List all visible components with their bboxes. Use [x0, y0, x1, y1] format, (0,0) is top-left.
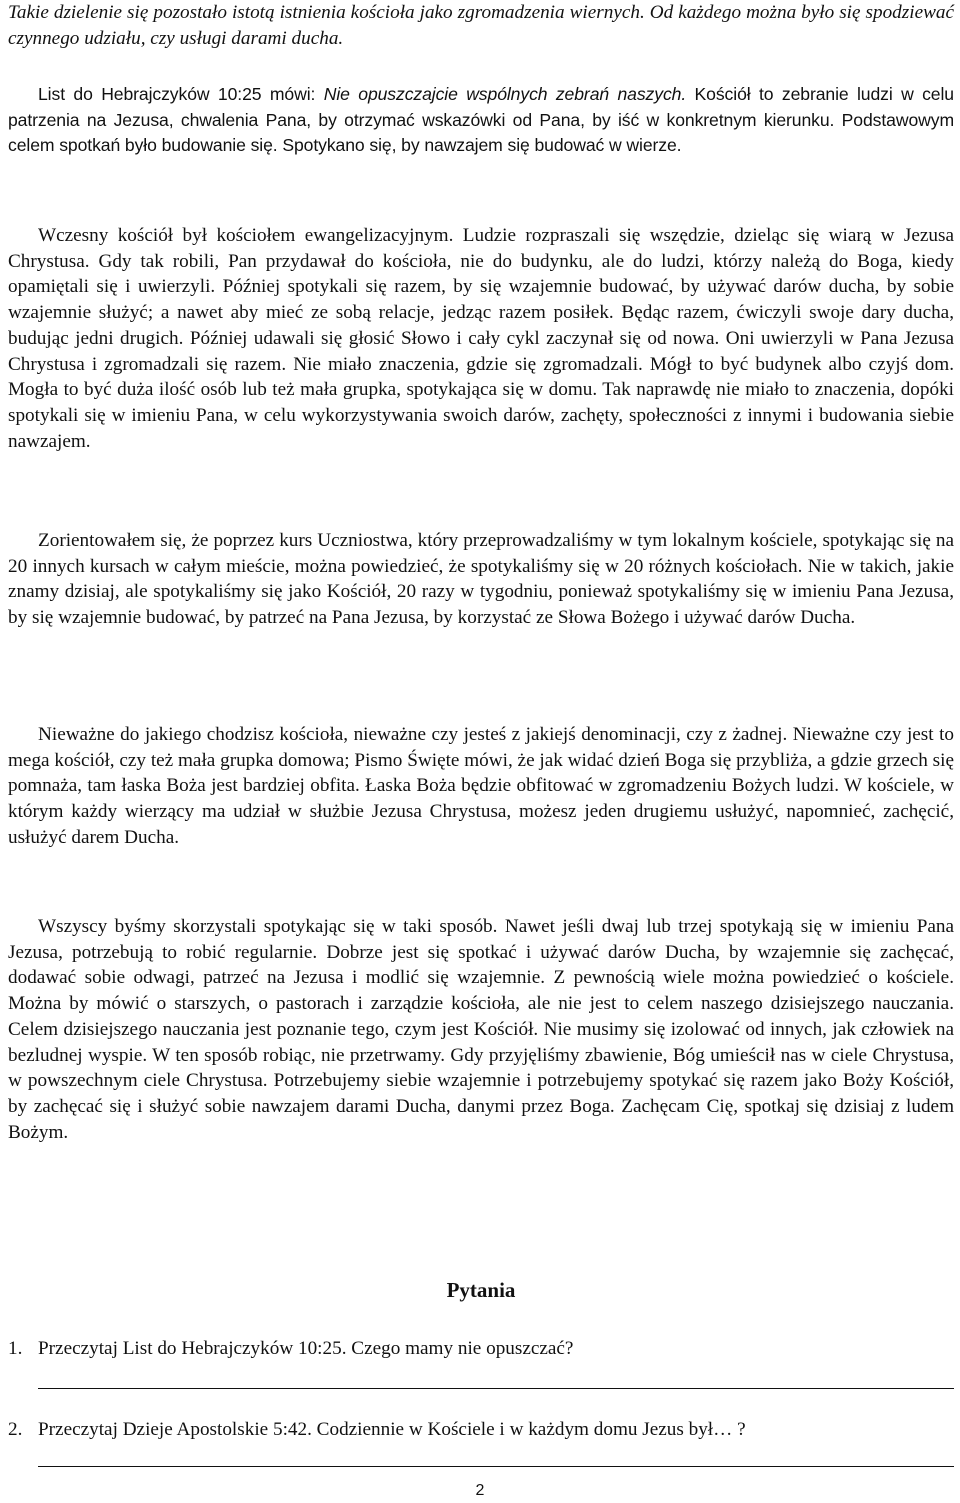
question-1 — [8, 1338, 954, 1360]
question-2-text: Przeczytaj Dzieje Apostolskie 5:42. Codziennie w Kościele i w każdym domu Jezus był… ? — [38, 1419, 746, 1440]
question-1-answer-line[interactable] — [38, 1388, 954, 1389]
question-2-number: 2. — [8, 1419, 23, 1440]
paragraph-hebrews-quote: Nie opuszczajcie wspólnych zebrań naszych. — [323, 84, 687, 104]
question-2 — [8, 1419, 954, 1441]
page-number: 2 — [475, 1482, 485, 1499]
paragraph-benefit — [8, 914, 954, 1145]
paragraph-hebrews-rest: Kościół to zebranie ludzi w celu patrzenia na Jezusa, chwalenia Pana, by otrzymać wskazówki od Pana, by iść w konkretnym kierunku. Podstawowym celem spotkań było budowanie się. Spotykano się, by nawzajem się budować w wierze. — [8, 84, 954, 156]
paragraph-intro-text: Takie dzielenie się pozostało istotą istnienia kościoła jako zgromadzenia wiernych. Od każdego można było się spodziewać czynnego udziału, czy usługi darami ducha. — [8, 2, 954, 49]
paragraph-intro — [8, 0, 954, 51]
question-1-text: Przeczytaj List do Hebrajczyków 10:25. Czego mamy nie opuszczać? — [38, 1338, 574, 1359]
paragraph-early-church-text: Wczesny kościół był kościołem ewangelizacyjnym. Ludzie rozpraszali się wszędzie, dzieląc się wiarą w Jezusa Chrystusa. Gdy tak robili, Pan przydawał do kościoła, nie do budynku, ale do ludzi, którzy należą do Boga, kiedy opamiętali się i uwierzyli. Później spotykali się razem, by się wzajemnie budować, by używać darów ducha, by sobie wzajemnie służyć; a nawet aby mieć ze sobą relacje, jedząc razem posiłek. Będąc razem, ćwiczyli swoje dary ducha, budując jedni drugich. Później udawali się głosić Słowo i cały cykl zaczynał się od nowa. Oni uwierzyli w Pana Jezusa Chrystusa i zgromadzali się razem. Nie miało znaczenia, gdzie się zgromadzali. Mógł to być budynek albo czyjś dom. Mogła to być duża ilość osób lub też mała grupka, spotykająca się w domu. Tak naprawdę nie miało to znaczenia, dopóki spotykali się w imieniu Pana, w celu wykorzystywania swoich darów, zachęty, społeczności z innymi i budowania siebie nawzajem. — [8, 225, 954, 452]
paragraph-any-church — [8, 722, 954, 851]
paragraph-hebrews-lead: List do Hebrajczyków 10:25 mówi: — [38, 84, 324, 104]
paragraph-hebrews — [8, 82, 954, 159]
paragraph-benefit-text: Wszyscy byśmy skorzystali spotykając się w taki sposób. Nawet jeśli dwaj lub trzej spotykają się w imieniu Pana Jezusa, potrzebują to robić regularnie. Dobrze jest się spotkać i używać darów Ducha, by wzajemnie się zachęcać, dodawać sobie odwagi, patrzeć na Jezusa i modlić się wzajemnie. Z pewnością wiele można powiedzieć o kościele. Można by mówić o starszych, o pastorach i zarządzie kościoła, ale nie jest to celem naszego dzisiejszego nauczania. Celem dzisiejszego nauczania jest poznanie tego, czym jest Kościół. Nie musimy się izolować od innych, jak człowiek na bezludnej wyspie. W ten sposób robiąc, nie przetrwamy. Gdy przyjęliśmy zbawienie, Bóg umieścił nas w ciele Chrystusa, w powszechnym ciele Chrystusa. Potrzebujemy siebie wzajemnie i potrzebujemy spotykać się razem jako Boży Kościół, by zachęcać się i służyć sobie nawzajem darami Ducha, danymi przez Boga. Zachęcam Cię, spotkaj się dzisiaj z ludem Bożym. — [8, 916, 954, 1143]
paragraph-early-church — [8, 223, 954, 454]
paragraph-any-church-text: Nieważne do jakiego chodzisz kościoła, nieważne czy jesteś z jakiejś denominacji, czy z żadnej. Nieważne czy jest to mega kościół, czy też mała grupka domowa; Pismo Święte mówi, że jak widać dzień Boga się przybliża, a gdzie grzech się pomnaża, tam łaska Boża jest bardziej obfita. Łaska Boża będzie obfitować w zgromadzeniu Bożych ludzi. W kościele, w którym każdy wierzący ma udział w służbie Jezusa Chrystusa, możesz jeden drugiemu usłużyć, napomnieć, zachęcić, usłużyć darem Ducha. — [8, 724, 954, 848]
question-1-number: 1. — [8, 1338, 23, 1359]
question-2-answer-line[interactable] — [38, 1466, 954, 1467]
paragraph-discipleship-text: Zorientowałem się, że poprzez kurs Uczniostwa, który przeprowadzaliśmy w tym lokalnym kościele, spotykając się na 20 innych kursach w całym mieście, można powiedzieć, że spotykaliśmy się w 20 różnych kościołach. Nie w takich, jakie znamy dzisiaj, ale spotykaliśmy się jako Kościół, 20 razy w tygodniu, ponieważ spotykaliśmy się w imieniu Pana Jezusa, by się wzajemnie budować, by patrzeć na Pana Jezusa, by korzystać ze Słowa Bożego i używać darów Ducha. — [8, 530, 954, 629]
questions-heading: Pytania — [446, 1278, 516, 1302]
paragraph-discipleship — [8, 528, 954, 631]
